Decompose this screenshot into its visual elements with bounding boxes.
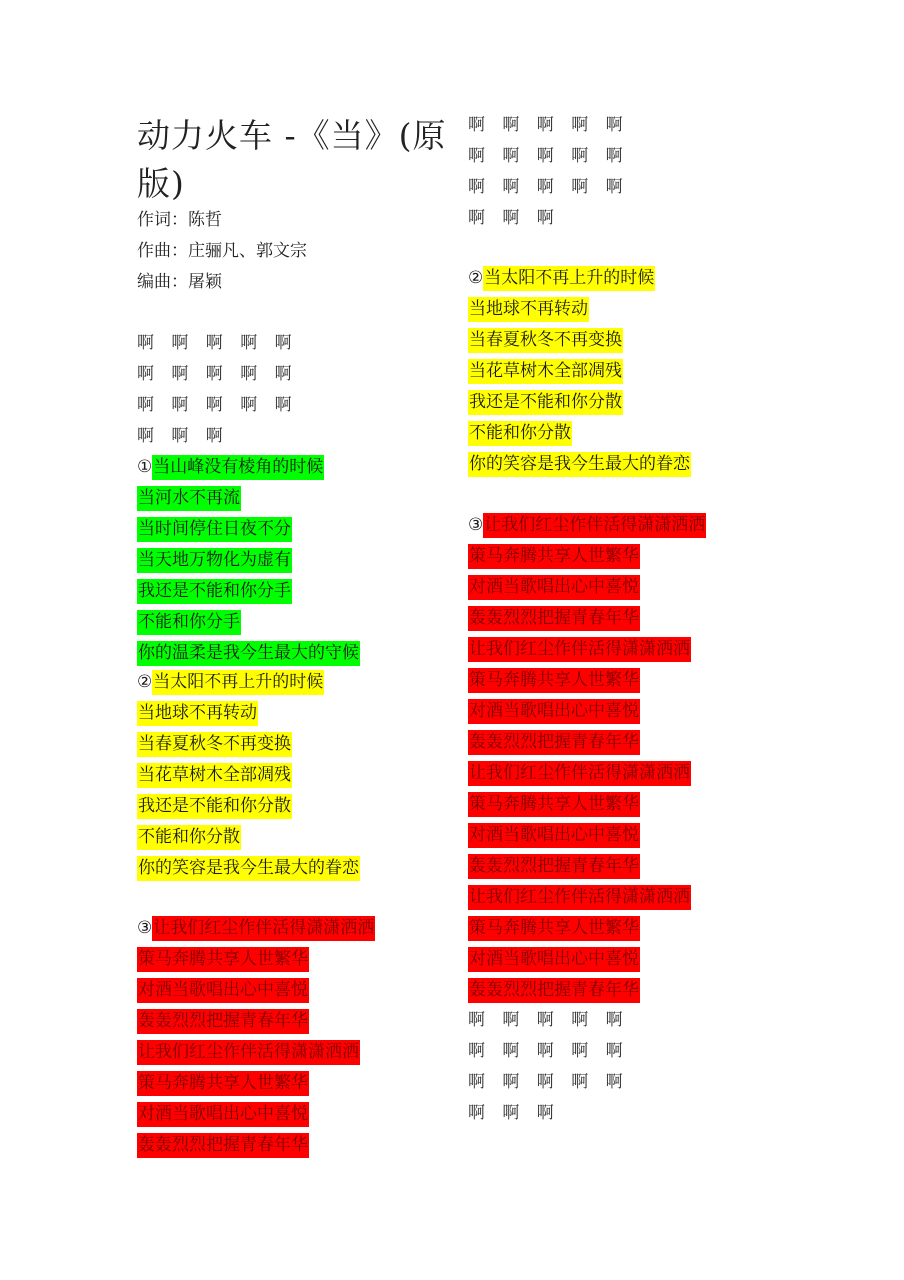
chorus-line: 策马奔腾共享人世繁华 [468,792,640,817]
arranger-credit: 编曲：屠颖 [137,272,222,292]
verse2-line: 当地球不再转动 [137,701,258,726]
verse1-line: 不能和你分手 [137,610,241,635]
chorus-line: 轰轰烈烈把握青春年华 [468,978,640,1003]
verse2-line: 不能和你分散 [468,421,572,446]
ah-line: 啊 啊 啊 [137,426,229,446]
song-title: 动力火车 -《当》(原版) [137,116,447,203]
chorus-line: 让我们红尘作伴活得潇潇洒洒 [468,761,691,786]
chorus-line: 策马奔腾共享人世繁华 [137,1071,309,1096]
ah-block-right-top [468,110,629,234]
verse1-block [137,452,360,669]
verse-marker: ② [468,268,484,288]
credits [137,205,307,298]
verse-marker: ① [137,457,153,477]
composer-credit: 作曲：庄骊凡、郭文宗 [137,241,307,261]
chorus-line: 对酒当歌唱出心中喜悦 [468,699,640,724]
verse2-line: 当春夏秋冬不再变换 [468,328,623,353]
verse2-line: 当春夏秋冬不再变换 [137,732,292,757]
chorus-line [137,913,375,944]
verse2-line [137,667,360,698]
lyricist-credit: 作词：陈哲 [137,210,222,230]
ah-line: 啊 啊 啊 [468,208,560,228]
ah-line: 啊 啊 啊 啊 啊 [468,146,629,166]
lyric-text: 让我们红尘作伴活得潇潇洒洒 [483,513,706,538]
verse-marker: ② [137,672,153,692]
chorus-line: 轰轰烈烈把握青春年华 [468,730,640,755]
verse1-line: 我还是不能和你分手 [137,579,292,604]
chorus-line: 对酒当歌唱出心中喜悦 [137,1102,309,1127]
chorus-line: 让我们红尘作伴活得潇潇洒洒 [468,637,691,662]
ah-line: 啊 啊 啊 啊 啊 [468,115,629,135]
chorus-block-right [468,510,706,1006]
chorus-line: 策马奔腾共享人世繁华 [468,544,640,569]
ah-line: 啊 啊 啊 啊 啊 [468,1041,629,1061]
ah-line: 啊 啊 啊 啊 啊 [468,1072,629,1092]
verse2-line: 你的笑容是我今生最大的眷恋 [137,856,360,881]
chorus-line: 让我们红尘作伴活得潇潇洒洒 [137,1040,360,1065]
ah-line: 啊 啊 啊 啊 啊 [137,333,298,353]
lyric-text: 当太阳不再上升的时候 [483,266,655,291]
verse2-line [468,263,691,294]
chorus-line: 轰轰烈烈把握青春年华 [468,606,640,631]
chorus-line: 对酒当歌唱出心中喜悦 [137,978,309,1003]
verse2-line: 不能和你分散 [137,825,241,850]
ah-line: 啊 啊 啊 啊 啊 [468,1010,629,1030]
verse-marker: ③ [137,918,153,938]
ah-line: 啊 啊 啊 啊 啊 [137,364,298,384]
chorus-line: 策马奔腾共享人世繁华 [468,916,640,941]
lyric-text: 当山峰没有棱角的时候 [152,455,324,480]
verse2-line: 我还是不能和你分散 [137,794,292,819]
ah-line: 啊 啊 啊 [468,1103,560,1123]
verse1-line: 当河水不再流 [137,486,241,511]
chorus-line: 对酒当歌唱出心中喜悦 [468,575,640,600]
chorus-line [468,510,706,541]
lyric-text: 当太阳不再上升的时候 [152,670,324,695]
chorus-line: 轰轰烈烈把握青春年华 [137,1009,309,1034]
ah-line: 啊 啊 啊 啊 啊 [137,395,298,415]
chorus-line: 对酒当歌唱出心中喜悦 [468,823,640,848]
chorus-line: 策马奔腾共享人世繁华 [137,947,309,972]
verse1-line: 当天地万物化为虚有 [137,548,292,573]
ah-line: 啊 啊 啊 啊 啊 [468,177,629,197]
verse2-line: 当花草树木全部凋残 [468,359,623,384]
verse1-line: 你的温柔是我今生最大的守候 [137,641,360,666]
verse2-line: 我还是不能和你分散 [468,390,623,415]
chorus-block-left [137,913,375,1161]
verse-marker: ③ [468,515,484,535]
chorus-line: 让我们红尘作伴活得潇潇洒洒 [468,885,691,910]
chorus-line: 对酒当歌唱出心中喜悦 [468,947,640,972]
verse1-line [137,452,360,483]
intro-ah-block [137,328,298,452]
lyric-text: 让我们红尘作伴活得潇潇洒洒 [152,916,375,941]
verse2-line: 当花草树木全部凋残 [137,763,292,788]
chorus-line: 策马奔腾共享人世繁华 [468,668,640,693]
verse1-line: 当时间停住日夜不分 [137,517,292,542]
verse2-block-right [468,263,691,480]
chorus-line: 轰轰烈烈把握青春年华 [468,854,640,879]
verse2-line: 你的笑容是我今生最大的眷恋 [468,452,691,477]
ah-block-right-bottom [468,1005,629,1129]
verse2-block-left [137,667,360,884]
verse2-line: 当地球不再转动 [468,297,589,322]
chorus-line: 轰轰烈烈把握青春年华 [137,1133,309,1158]
